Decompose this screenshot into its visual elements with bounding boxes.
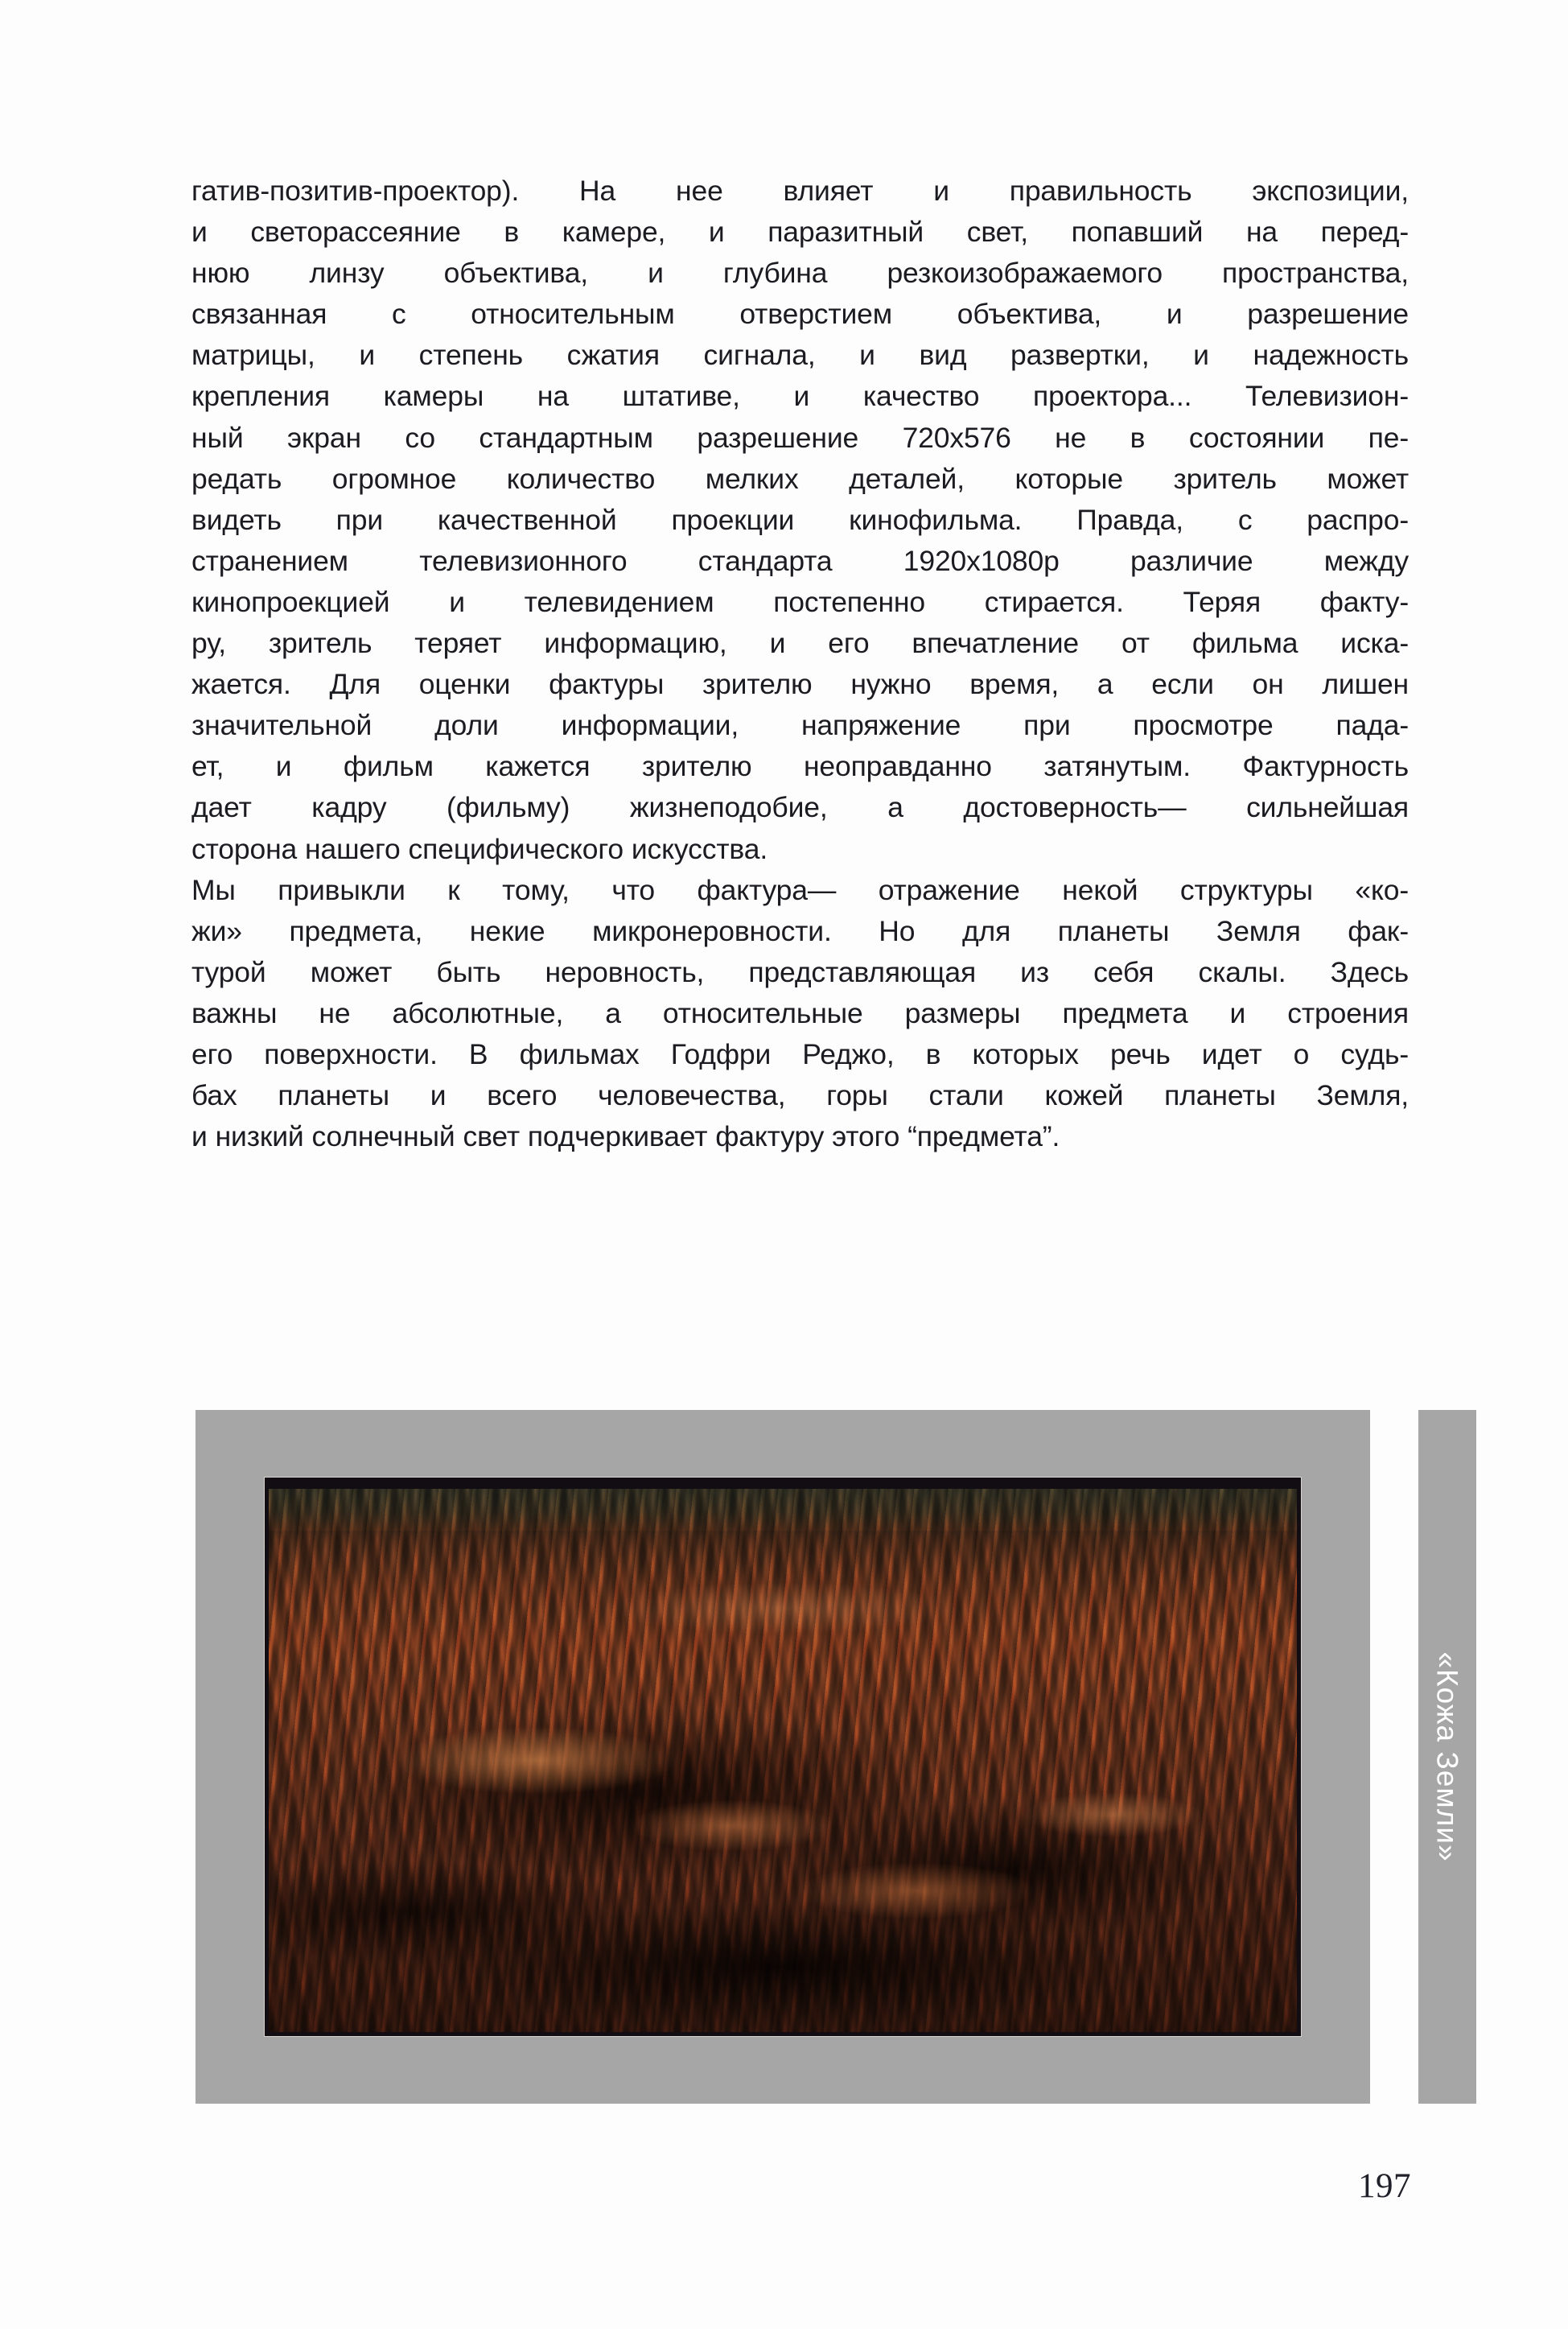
text-line: важны не абсолютные, а относительные размеры предмета и строения xyxy=(191,996,1409,1029)
text-line: матрицы, и степень сжатия сигнала, и вид развертки, и надежность xyxy=(191,339,1409,372)
text-line: видеть при качественной проекции кинофильма. Правда, с распро- xyxy=(191,503,1409,536)
figure-caption-text: «Кожа Земли» xyxy=(1431,1651,1465,1862)
text-line: его поверхности. В фильмах Годфри Реджо, в которых речь идет о судь- xyxy=(191,1037,1409,1070)
paragraph-1 xyxy=(191,171,1409,870)
paragraph-2 xyxy=(191,870,1409,1158)
text-line: ет, и фильм кажется зрителю неоправданно затянутым. Фактурность xyxy=(191,750,1409,783)
text-line: крепления камеры на штативе, и качество проектора... Телевизион- xyxy=(191,380,1409,413)
text-line: и светорассеяние в камере, и паразитный свет, попавший на перед- xyxy=(191,216,1409,249)
text-line: Мы привыкли к тому, что фактура— отражение некой структуры «ко- xyxy=(191,873,1409,906)
text-line: странением телевизионного стандарта 1920x1080p различие между xyxy=(191,544,1409,577)
text-line: турой может быть неровность, представляющая из себя скалы. Здесь xyxy=(191,955,1409,988)
text-line: дает кадру (фильму) жизнеподобие, а достоверность— сильнейшая xyxy=(191,791,1409,824)
text-line: ру, зритель теряет информацию, и его впечатление от фильма иска- xyxy=(191,627,1409,660)
text-line: редать огромное количество мелких деталей, которые зритель может xyxy=(191,462,1409,495)
figure-frame xyxy=(195,1410,1370,2104)
text-line: сторона нашего специфического искусства. xyxy=(191,832,768,865)
text-line: жи» предмета, некие микронеровности. Но для планеты Земля фак- xyxy=(191,914,1409,947)
text-column xyxy=(191,171,1409,1157)
text-line: ный экран со стандартным разрешение 720x576 не в состоянии пе- xyxy=(191,421,1409,454)
figure-caption-bar xyxy=(1418,1410,1476,2104)
text-line: жается. Для оценки фактуры зрителю нужно время, а если он лишен xyxy=(191,668,1409,701)
text-line: связанная с относительным отверстием объектива, и разрешение xyxy=(191,298,1409,331)
text-line: гатив-позитив-проектор). На нее влияет и правильность экспозиции, xyxy=(191,175,1409,207)
text-line: и низкий солнечный свет подчеркивает фактуру этого “предмета”. xyxy=(191,1120,1060,1153)
text-line: значительной доли информации, напряжение при просмотре пада- xyxy=(191,709,1409,742)
photo-image xyxy=(269,1489,1297,2032)
figure-photo xyxy=(265,1478,1301,2036)
photo-highlight-layer xyxy=(269,1489,1297,2032)
page-number: 197 xyxy=(1358,2167,1411,2205)
text-line: нюю линзу объектива, и глубина резкоизображаемого пространства, xyxy=(191,257,1409,290)
text-line: бах планеты и всего человечества, горы стали кожей планеты Земля, xyxy=(191,1079,1409,1112)
text-line: кинопроекцией и телевидением постепенно стирается. Теряя факту- xyxy=(191,585,1409,618)
